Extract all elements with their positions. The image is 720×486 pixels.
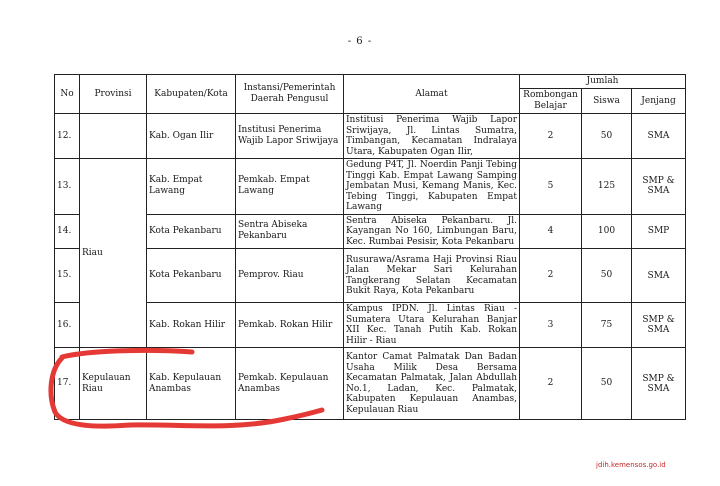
row-rombongan: 2 xyxy=(520,114,582,159)
row-jenjang: SMP & SMA xyxy=(632,159,686,215)
row-alamat: Rusurawa/Asrama Haji Provinsi Riau Jalan Mekar Sari Kelurahan Tangkerang Selatan Kecamatan Bukit Raya, Kota Pekanbaru xyxy=(344,249,520,303)
row-instansi: Pemprov. Riau xyxy=(236,249,344,303)
row-kabupaten: Kab. Rokan Hilir xyxy=(147,303,236,348)
row-jenjang: SMA xyxy=(632,114,686,159)
row-siswa: 50 xyxy=(582,249,632,303)
row-jenjang: SMP & SMA xyxy=(632,303,686,348)
row-rombongan: 2 xyxy=(520,348,582,420)
row-jenjang: SMP & SMA xyxy=(632,348,686,420)
row-no: 17. xyxy=(55,348,80,420)
table-row xyxy=(55,348,686,420)
table-row xyxy=(55,159,686,215)
table-row xyxy=(55,114,686,159)
row-jenjang: SMP xyxy=(632,214,686,249)
row-no: 13. xyxy=(55,159,80,215)
row-instansi: Institusi Penerima Wajib Lapor Sriwijaya xyxy=(236,114,344,159)
header-rombongan: Rombongan Belajar xyxy=(520,89,582,114)
row-siswa: 50 xyxy=(582,348,632,420)
row-instansi: Pemkab. Kepulauan Anambas xyxy=(236,348,344,420)
row-no: 14. xyxy=(55,214,80,249)
row-kabupaten: Kota Pekanbaru xyxy=(147,214,236,249)
row-siswa: 125 xyxy=(582,159,632,215)
row-alamat: Sentra Abiseka Pekanbaru. Jl. Kayangan No 160, Limbungan Baru, Kec. Rumbai Pesisir, Kota Pekanbaru xyxy=(344,214,520,249)
header-siswa: Siswa xyxy=(582,89,632,114)
header-alamat: Alamat xyxy=(344,75,520,114)
row-alamat: Institusi Penerima Wajib Lapor Sriwijaya, Jl. Lintas Sumatra, Timbangan, Kecamatan Indralaya Utara, Kabupaten Ogan Ilir, xyxy=(344,114,520,159)
header-provinsi: Provinsi xyxy=(80,75,147,114)
row-rombongan: 4 xyxy=(520,214,582,249)
row-kabupaten: Kab. Empat Lawang xyxy=(147,159,236,215)
footer-link[interactable]: jdih.kemensos.go.id xyxy=(596,461,666,469)
row-rombongan: 2 xyxy=(520,249,582,303)
header-jumlah: Jumlah xyxy=(520,75,686,89)
row-instansi: Sentra Abiseka Pekanbaru xyxy=(236,214,344,249)
row-no: 16. xyxy=(55,303,80,348)
row-alamat: Kantor Camat Palmatak Dan Badan Usaha Milik Desa Bersama Kecamatan Palmatak, Jalan Abdullah No.1, Ladan, Kec. Palmatak, Kabupaten Kepulauan Anambas, Kepulauan Riau xyxy=(344,348,520,420)
row-provinsi-riau: Riau xyxy=(80,159,147,348)
table-row xyxy=(55,214,686,249)
row-alamat: Gedung P4T, Jl. Noerdin Panji Tebing Tinggi Kab. Empat Lawang Samping Jembatan Musi, Kemang Manis, Kec. Tebing Tinggi, Kabupaten Empat Lawang xyxy=(344,159,520,215)
row-kabupaten: Kab. Kepulauan Anambas xyxy=(147,348,236,420)
row-provinsi-empty xyxy=(80,114,147,159)
school-table xyxy=(54,74,686,420)
header-jenjang: Jenjang xyxy=(632,89,686,114)
row-siswa: 75 xyxy=(582,303,632,348)
row-alamat: Kampus IPDN. Jl. Lintas Riau - Sumatera Utara Kelurahan Banjar XII Kec. Tanah Putih Kab. Rokan Hilir - Riau xyxy=(344,303,520,348)
row-siswa: 100 xyxy=(582,214,632,249)
page-number: - 6 - xyxy=(347,36,373,47)
table-row xyxy=(55,303,686,348)
row-no: 12. xyxy=(55,114,80,159)
header-kabupaten: Kabupaten/Kota xyxy=(147,75,236,114)
row-rombongan: 3 xyxy=(520,303,582,348)
table-row xyxy=(55,249,686,303)
row-kabupaten: Kab. Ogan Ilir xyxy=(147,114,236,159)
row-no: 15. xyxy=(55,249,80,303)
row-kabupaten: Kota Pekanbaru xyxy=(147,249,236,303)
row-jenjang: SMA xyxy=(632,249,686,303)
row-rombongan: 5 xyxy=(520,159,582,215)
row-siswa: 50 xyxy=(582,114,632,159)
row-instansi: Pemkab. Rokan Hilir xyxy=(236,303,344,348)
row-instansi: Pemkab. Empat Lawang xyxy=(236,159,344,215)
row-provinsi-kepri: Kepulauan Riau xyxy=(80,348,147,420)
header-instansi: Instansi/Pemerintah Daerah Pengusul xyxy=(236,75,344,114)
header-no: No xyxy=(55,75,80,114)
